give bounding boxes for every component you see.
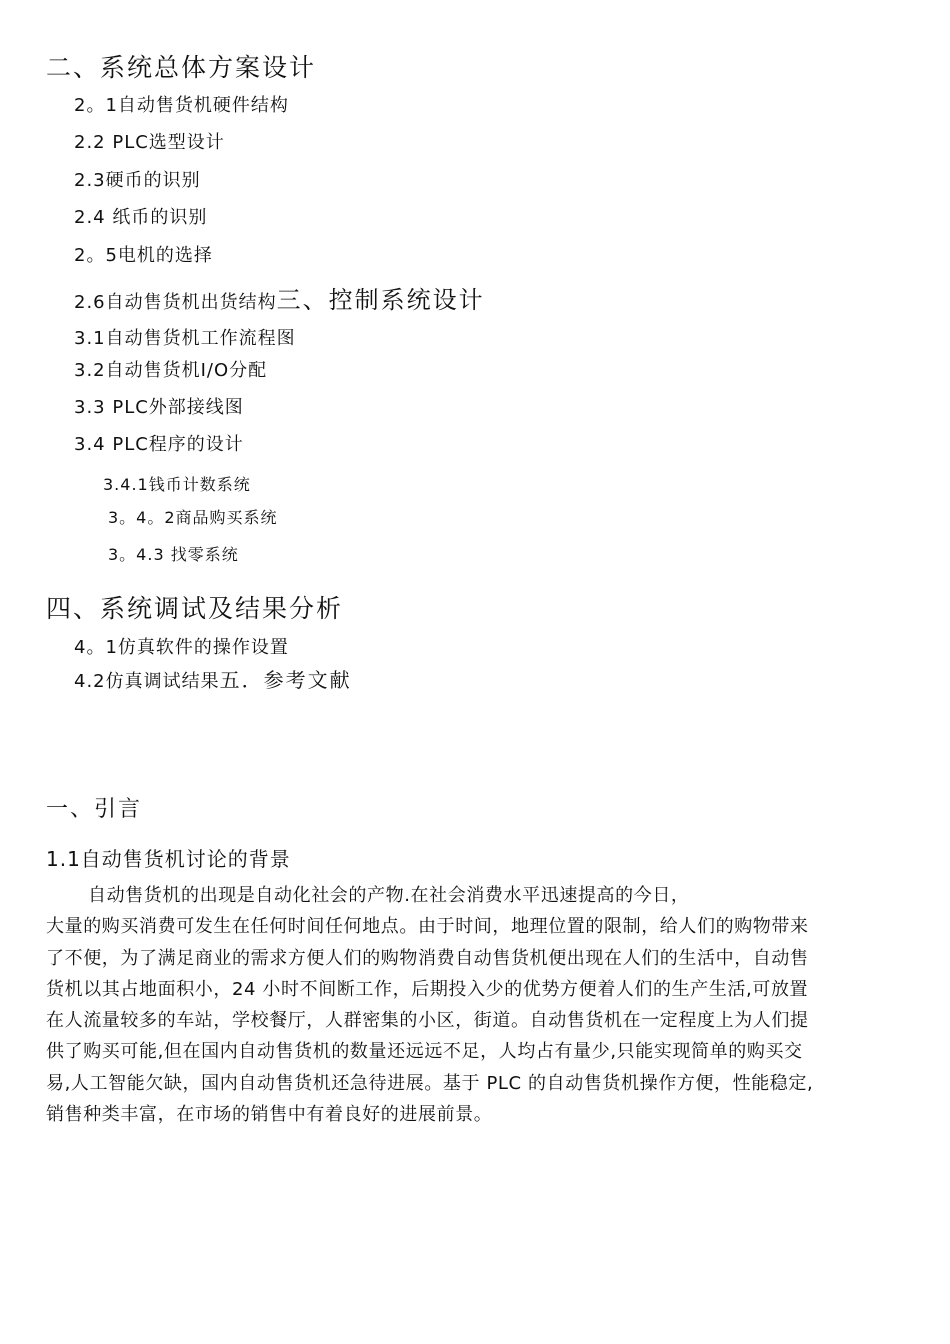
toc-line-4-2-and-chapter-5 [74,664,352,693]
toc-item-3-4-3: 3。4.3 找零系统 [108,545,239,564]
subsection-heading-background: 1.1自动售货机讨论的背景 [46,847,291,871]
toc-chapter-4: 四、系统调试及结果分析 [46,594,344,623]
toc-item-2-2: 2.2 PLC选型设计 [74,132,225,153]
paragraph-line: 供了购买可能,但在国内自动售货机的数量还远远不足，人均占有量少,只能实现简单的购买交 [46,1041,803,1063]
toc-item-3-4: 3.4 PLC程序的设计 [74,434,244,455]
body-paragraph [46,880,906,1130]
section-heading-introduction: 一、引言 [46,797,143,822]
toc-item-2-3: 2.3硬币的识别 [74,170,201,191]
paragraph-line: 在人流量较多的车站，学校餐厅，人群密集的小区，街道。自动售货机在一定程度上为人们提 [46,1010,809,1032]
paragraph-line: 销售种类丰富，在市场的销售中有着良好的进展前景。 [46,1104,493,1126]
paragraph-line: 易,人工智能欠缺，国内自动售货机还急待进展。基于 PLC 的自动售货机操作方便，性能稳定, [46,1072,814,1094]
toc-item-3-4-1: 3.4.1钱币计数系统 [103,475,251,494]
toc-chapter-5: 五．参考文献 [219,668,352,692]
toc-item-3-1: 3.1自动售货机工作流程图 [74,328,296,349]
paragraph-line: 自动售货机的出现是自动化社会的产物.在社会消费水平迅速提高的今日， [88,885,690,906]
paragraph-line: 大量的购买消费可发生在任何时间任何地点。由于时间，地理位置的限制，给人们的购物带来 [46,916,809,938]
toc-item-4-1: 4。1仿真软件的操作设置 [74,637,289,658]
paragraph-line: 了不便，为了满足商业的需求方便人们的购物消费自动售货机便出现在人们的生活中，自动售 [46,947,809,969]
toc-item-3-3: 3.3 PLC外部接线图 [74,397,244,418]
toc-chapter-2: 二、系统总体方案设计 [46,53,317,82]
toc-item-3-4-2: 3。4。2商品购买系统 [108,508,278,527]
toc-item-2-4: 2.4 纸币的识别 [74,207,208,228]
toc-item-4-2: 4.2仿真调试结果 [74,671,220,692]
toc-item-2-5: 2。5电机的选择 [74,245,213,266]
toc-item-2-1: 2。1自动售货机硬件结构 [74,95,289,116]
toc-line-2-6-and-chapter-3 [74,280,485,315]
toc-item-3-2: 3.2自动售货机I/O分配 [74,360,268,381]
paragraph-line: 货机以其占地面积小，24 小时不间断工作，后期投入少的优势方便着人们的生产生活,可放置 [46,978,809,1000]
toc-item-2-6: 2.6自动售货机出货结构 [74,292,277,313]
toc-chapter-3: 三、控制系统设计 [276,286,485,314]
